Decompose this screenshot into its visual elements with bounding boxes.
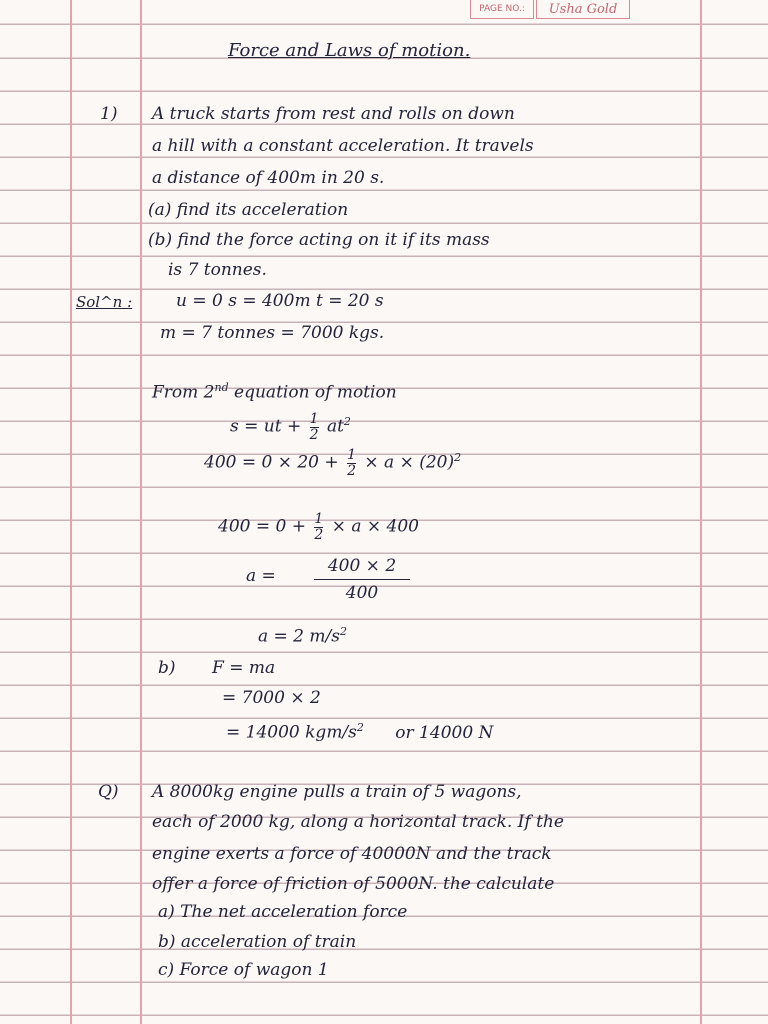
- question-2-line: offer a force of friction of 5000N. the calculate: [152, 874, 555, 894]
- equation-heading-pre: From 2: [152, 382, 215, 403]
- equation-1-square: 2: [343, 415, 351, 429]
- margin-line-left: [70, 0, 72, 1024]
- equation-2-square: 2: [454, 451, 462, 465]
- force-result-text: = 14000 kgm/s: [226, 722, 357, 743]
- acceleration-fraction: [314, 556, 410, 603]
- acceleration-label: a =: [246, 566, 276, 586]
- question-2-line: each of 2000 kg, along a horizontal track. If the: [152, 812, 564, 832]
- equation-heading: [152, 382, 397, 402]
- question-1-line: (b) find the force acting on it if its mass: [148, 230, 490, 250]
- margin-line-right: [700, 0, 702, 1024]
- question-1-number: 1): [100, 104, 118, 124]
- solution-label: Sol^n :: [76, 293, 133, 311]
- question-1-line: a hill with a constant acceleration. It travels: [152, 136, 534, 156]
- fraction-numerator: 1: [314, 511, 324, 527]
- question-2-number: Q): [98, 782, 119, 802]
- brand-logo-text: Usha Gold: [548, 1, 618, 17]
- equation-1-left: s = ut +: [230, 416, 302, 437]
- given-mass: m = 7 tonnes = 7000 kgs.: [160, 323, 385, 343]
- given-values: u = 0 s = 400m t = 20 s: [176, 291, 384, 311]
- equation-2-right: × a × (20): [364, 452, 455, 473]
- equation-3: [218, 512, 419, 542]
- force-formula: F = ma: [212, 658, 276, 678]
- equation-1: [230, 412, 351, 442]
- force-substitution: = 7000 × 2: [222, 688, 321, 708]
- question-2-line: b) acceleration of train: [158, 932, 357, 952]
- equation-heading-sup: nd: [214, 381, 229, 394]
- margin-line-left-inner: [140, 0, 142, 1024]
- acceleration-result-square: 2: [339, 625, 347, 638]
- part-b-label: b): [158, 658, 176, 678]
- question-2-line: A 8000kg engine pulls a train of 5 wagons,: [152, 782, 522, 802]
- acceleration-denominator: 400: [345, 583, 379, 603]
- question-1-line: A truck starts from rest and rolls on down: [152, 104, 515, 124]
- page-number-label: PAGE NO.:: [479, 4, 525, 14]
- equation-2-left: 400 = 0 × 20 +: [204, 452, 339, 473]
- acceleration-result: [258, 626, 347, 646]
- force-result-newton: or 14000 N: [395, 722, 494, 743]
- brand-tag: [536, 0, 630, 19]
- fraction-denominator: 2: [347, 462, 356, 479]
- question-2-line: c) Force of wagon 1: [158, 960, 329, 980]
- acceleration-result-text: a = 2 m/s: [258, 626, 340, 647]
- question-2-line: engine exerts a force of 40000N and the track: [152, 844, 552, 864]
- acceleration-numerator: 400 × 2: [327, 556, 397, 576]
- question-1-line: (a) find its acceleration: [148, 200, 349, 220]
- page-title: Force and Laws of motion.: [228, 40, 471, 61]
- equation-2: [204, 448, 461, 478]
- question-1-line: is 7 tonnes.: [168, 260, 267, 280]
- fraction-denominator: 2: [309, 426, 319, 443]
- fraction-numerator: 1: [347, 447, 356, 463]
- equation-3-left: 400 = 0 +: [218, 516, 306, 537]
- question-2-line: a) The net acceleration force: [158, 902, 408, 922]
- fraction-numerator: 1: [309, 411, 319, 427]
- fraction-denominator: 2: [314, 526, 324, 543]
- question-1-line: a distance of 400m in 20 s.: [152, 168, 385, 188]
- force-result: [226, 722, 493, 742]
- equation-1-right: at: [326, 416, 344, 437]
- equation-3-right: × a × 400: [331, 516, 419, 537]
- page-number-tag: [470, 0, 534, 19]
- force-result-square: 2: [356, 721, 364, 734]
- fraction-half: [347, 448, 356, 478]
- fraction-half: [310, 412, 319, 442]
- equation-heading-post: equation of motion: [228, 382, 397, 403]
- fraction-half: [314, 512, 323, 542]
